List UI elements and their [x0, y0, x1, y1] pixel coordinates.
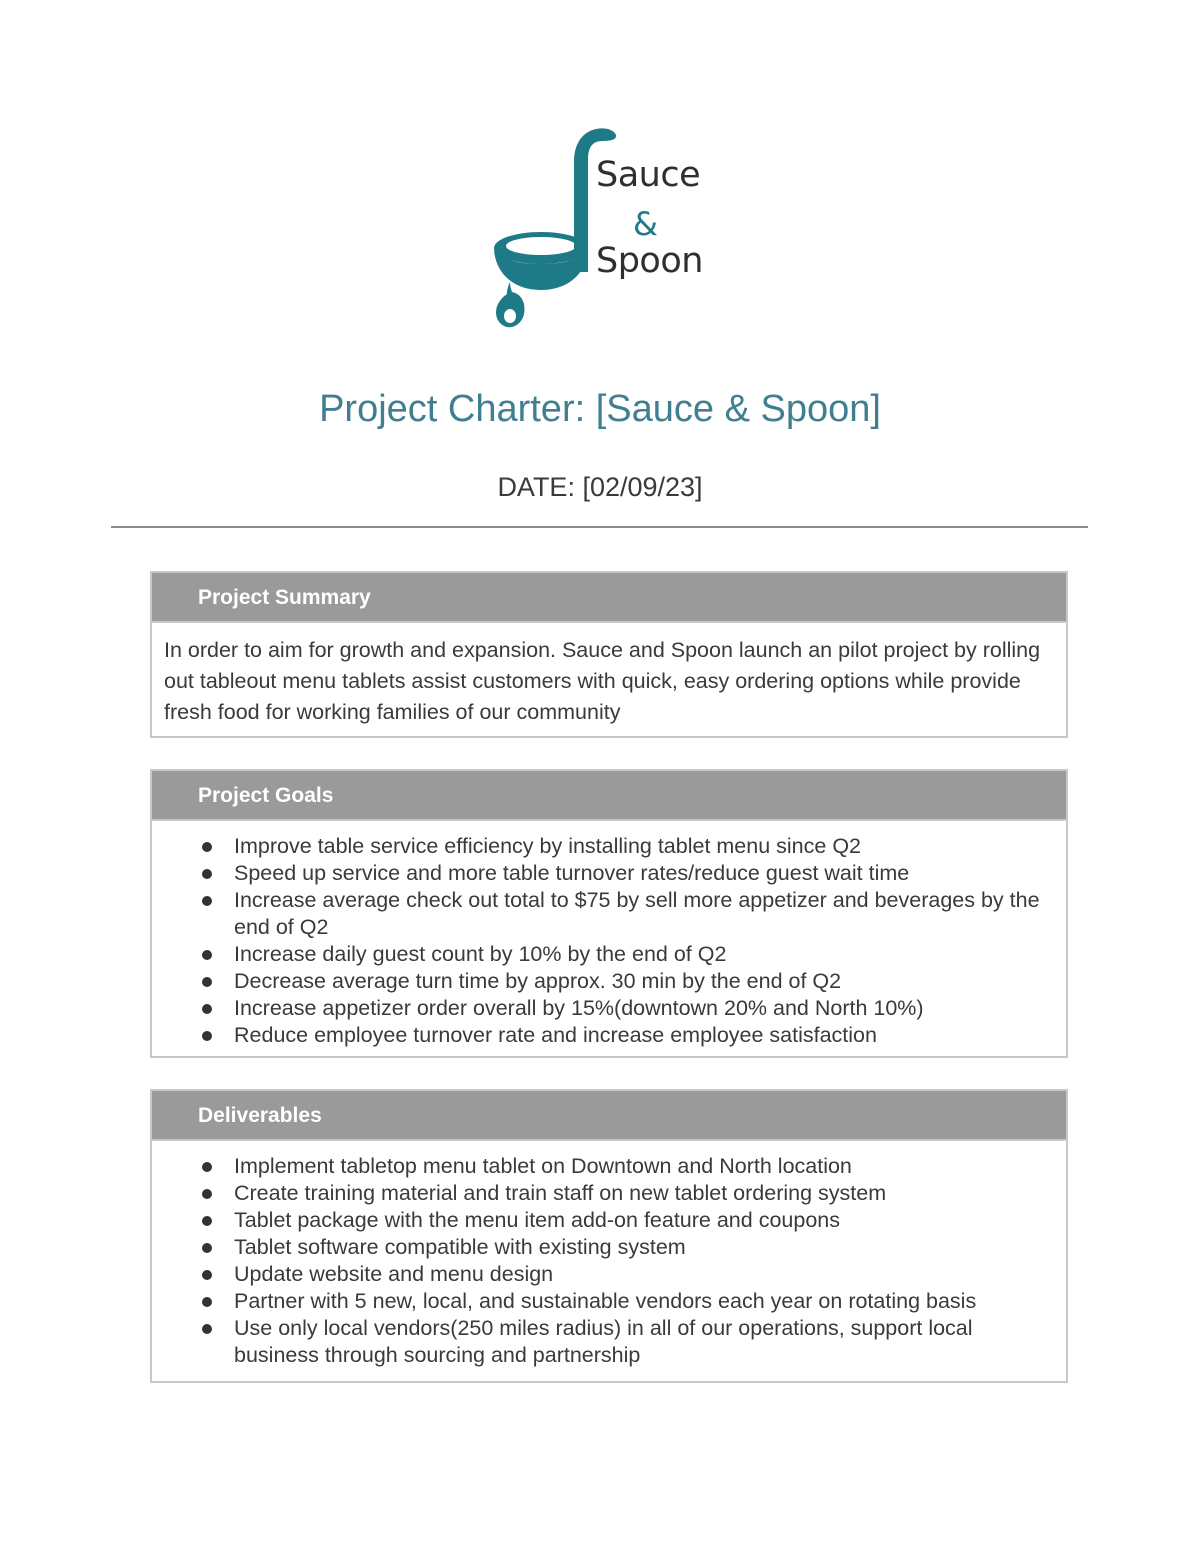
bullet-icon: [202, 1324, 212, 1334]
summary-text: In order to aim for growth and expansion. Sauce and Spoon launch an pilot project by rolling out tableout menu tablets assist customers with quick, easy ordering options while provide fresh food for working families of our community: [164, 638, 1041, 724]
divider: [111, 526, 1088, 528]
ladle-icon: [488, 122, 708, 334]
bullet-icon: [202, 1189, 212, 1199]
section-heading: Project Goals: [152, 771, 1066, 821]
list-item: Use only local vendors(250 miles radius) in all of our operations, support local business through sourcing and partnership: [164, 1315, 1052, 1369]
logo-word-sauce: Sauce: [596, 155, 701, 195]
list-item: Increase daily guest count by 10% by the end of Q2: [164, 941, 1052, 968]
logo-word-spoon: Spoon: [596, 241, 703, 281]
project-goals-section: [150, 769, 1068, 1058]
bullet-icon: [202, 950, 212, 960]
list-item: Speed up service and more table turnover rates/reduce guest wait time: [164, 860, 1052, 887]
bullet-icon: [202, 977, 212, 987]
page-title: Project Charter: [Sauce & Spoon]: [319, 388, 881, 430]
list-item: Tablet software compatible with existing system: [164, 1234, 1052, 1261]
bullet-icon: [202, 1270, 212, 1280]
bullet-icon: [202, 1004, 212, 1014]
list-item: Improve table service efficiency by installing tablet menu since Q2: [164, 833, 1052, 860]
list-item: Decrease average turn time by approx. 30 min by the end of Q2: [164, 968, 1052, 995]
deliverables-section: [150, 1089, 1068, 1383]
project-summary-section: [150, 571, 1068, 738]
bullet-icon: [202, 896, 212, 906]
bullet-icon: [202, 1297, 212, 1307]
bullet-icon: [202, 1216, 212, 1226]
list-item: Update website and menu design: [164, 1261, 1052, 1288]
section-heading: Project Summary: [152, 573, 1066, 623]
list-item: Implement tabletop menu tablet on Downtown and North location: [164, 1153, 1052, 1180]
bullet-icon: [202, 1162, 212, 1172]
bullet-icon: [202, 1031, 212, 1041]
list-item: Tablet package with the menu item add-on feature and coupons: [164, 1207, 1052, 1234]
list-item: Partner with 5 new, local, and sustainable vendors each year on rotating basis: [164, 1288, 1052, 1315]
goals-list: [164, 833, 1052, 1049]
logo-ampersand: &: [633, 205, 658, 243]
bullet-icon: [202, 842, 212, 852]
list-item: Reduce employee turnover rate and increase employee satisfaction: [164, 1022, 1052, 1049]
list-item: Increase average check out total to $75 by sell more appetizer and beverages by the end of Q2: [164, 887, 1052, 941]
section-heading: Deliverables: [152, 1091, 1066, 1141]
document-date: DATE: [02/09/23]: [497, 472, 703, 502]
sauce-and-spoon-logo: [488, 122, 708, 334]
deliverables-list: [164, 1153, 1052, 1369]
list-item: Increase appetizer order overall by 15%(downtown 20% and North 10%): [164, 995, 1052, 1022]
bullet-icon: [202, 1243, 212, 1253]
list-item: Create training material and train staff on new tablet ordering system: [164, 1180, 1052, 1207]
bullet-icon: [202, 869, 212, 879]
